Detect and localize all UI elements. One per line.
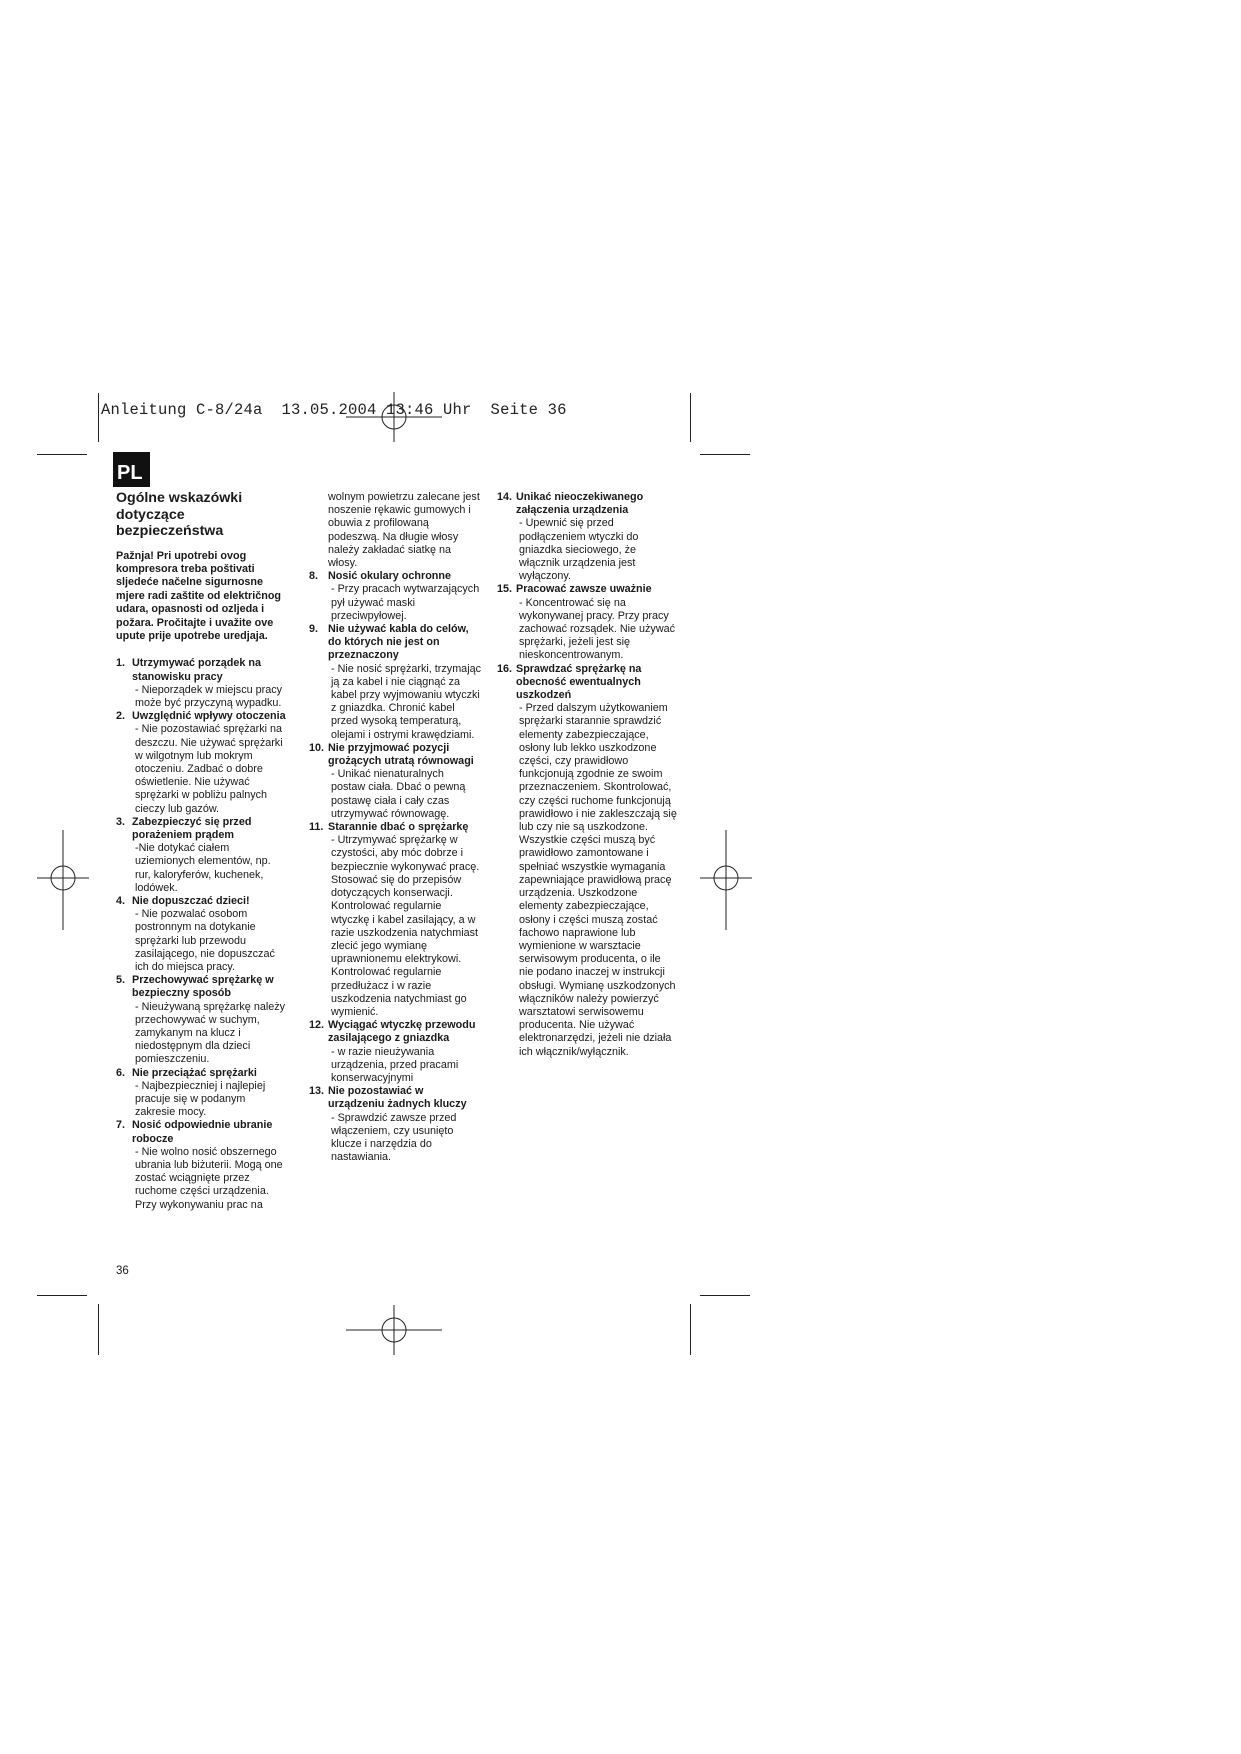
- list-item: [116, 657, 288, 710]
- item-title: Nie przyjmować pozycji grożących utratą równowagi: [328, 741, 474, 768]
- list-item: [116, 1119, 288, 1211]
- item-title: Nie używać kabla do celów, do których nie jest on przeznaczony: [328, 623, 469, 662]
- section-title: Ogólne wskazówki dotyczące bezpieczeństwa: [116, 490, 243, 539]
- item-title: Sprawdzać sprężarkę na obecność ewentualnych uszkodzeń: [516, 662, 642, 702]
- print-slug: Anleitung C-8/24a 13.05.2004 13:46 Uhr Seite 36: [101, 401, 567, 419]
- item-text: - Sprawdzić zawsze przed włączeniem, czy usunięto klucze i narzędzia do nastawiania.: [331, 1111, 457, 1164]
- list-item: [116, 710, 288, 816]
- item-number: 7.: [116, 1119, 126, 1132]
- item-title: Unikać nieoczekiwanego załączenia urządzenia: [516, 491, 644, 517]
- crop-mark-left-bottom: [98, 1304, 99, 1355]
- list-item: [116, 974, 288, 1066]
- item-number: 3.: [116, 815, 126, 828]
- item-title: Pracować zawsze uważnie: [516, 583, 652, 596]
- item-number: 6.: [116, 1066, 126, 1079]
- list-item: [309, 1085, 481, 1164]
- item-number: 11.: [309, 821, 324, 834]
- item-number: 16.: [497, 662, 513, 675]
- column-2: [309, 491, 481, 1164]
- item-text: - w razie nieużywania urządzenia, przed pracami konserwacyjnymi: [331, 1045, 459, 1084]
- crop-mark-left-top: [98, 393, 99, 442]
- column-1: [116, 490, 288, 1212]
- item-title: Nie dopuszczać dzieci!: [132, 895, 250, 907]
- item-title: Utrzymywać porządek na stanowisku pracy: [132, 657, 262, 683]
- crop-mark-top-right: [700, 454, 750, 455]
- list-item: [116, 816, 288, 895]
- item-number: 13.: [309, 1085, 325, 1098]
- list-item: [309, 1019, 481, 1085]
- item-text: - Nieporządek w miejscu pracy może być przyczyną wypadku.: [135, 683, 283, 709]
- list-item: [497, 663, 677, 1059]
- list-item: [116, 895, 288, 974]
- item-number: 14.: [497, 491, 513, 503]
- item-text: -Nie dotykać ciałem uziemionych elementów, np. rur, kaloryferów, kuchenek, lodówek.: [135, 842, 271, 894]
- item-text: - Upewnić się przed podłączeniem wtyczki do gniazdka sieciowego, że włącznik urządzenia jest wyłączony.: [519, 517, 639, 583]
- item-text: - Nie wolno nosić obszernego ubrania lub biżuterii. Mogą one zostać wciągnięte przez ruchome części urządzenia. Przy wykonywaniu prac na: [135, 1145, 283, 1211]
- item-number: 5.: [116, 974, 126, 987]
- item-title: Przechowywać sprężarkę w bezpieczny sposób: [132, 974, 274, 1000]
- item-number: 15.: [497, 583, 513, 596]
- page-number: 36: [116, 1265, 129, 1277]
- list-item: [497, 583, 677, 662]
- item-number: 1.: [116, 657, 126, 670]
- item-title: Nosić okulary ochronne: [328, 570, 451, 583]
- item-number: 4.: [116, 895, 126, 907]
- list-item: [116, 1067, 288, 1120]
- item-title: Nie przeciążać sprężarki: [132, 1066, 257, 1079]
- item-number: 2.: [116, 710, 126, 723]
- item-text: - Nie nosić sprężarki, trzymając ją za kabel i nie ciągnąć za kabel przy wyjmowaniu wtyczki z gniazdka. Chronić kabel przed wysoką temperaturą, olejami i ostrymi krawędziami.: [331, 662, 481, 741]
- item-text: - Koncentrować się na wykonywanej pracy. Przy pracy zachować rozsądek. Nie używać sprężarki, jeżeli jest się nieskoncentrowanym.: [519, 596, 676, 662]
- item-title: Zabezpieczyć się przed porażeniem prądem: [132, 815, 252, 841]
- item-text: - Przy pracach wytwarzających pył używać maski przeciwpyłowej.: [331, 583, 480, 622]
- item-text: - Unikać nienaturalnych postaw ciała. Dbać o pewną postawę ciała i cały czas utrzymywać równowagę.: [331, 768, 466, 820]
- list-item: [309, 742, 481, 821]
- list-item: [309, 821, 481, 1019]
- registration-mark-left-icon: [37, 830, 89, 930]
- item-number: 10.: [309, 741, 325, 754]
- warning-text: Pažnja! Pri upotrebi ovog kompresora treba poštivati sljedeće načelne sigurnosne mjere radi zaštite od električnog udara, opasnosti od ozljeda i požara. Pročitajte i uvažite ove upute prije upotrebe uredjaja.: [116, 549, 282, 642]
- item-text: - Przed dalszym użytkowaniem sprężarki starannie sprawdzić elementy zabezpieczające, osłony lub lekko uszkodzone części, czy prawidłowo funkcjonują zgodnie ze swoim przeznaczeniem. Skontrolować, czy części ruchome funkcjonują prawidłowo i nie zakleszczają się lub czy nie są uszkodzone. Wszystkie części muszą być prawidłowo zamontowane i spełniać wszystkie wymagania zapewniające prawidłową pracę urządzenia. Uszkodzone elementy zabezpieczające, osłony i części muszą zostać fachowo naprawione lub wymienione w warsztacie serwisowym producenta, o ile nie podano inaczej w instrukcji obsługi. Wymianę uszkodzonych włączników należy powierzyć warsztatowi serwisowemu producenta. Nie używać elektronarzędzi, jeżeli nie działa ich włącznik/wyłącznik.: [519, 702, 677, 1058]
- item-text: - Najbezpieczniej i najlepiej pracuje się w podanym zakresie mocy.: [135, 1079, 266, 1119]
- item-title: Nie pozostawiać w urządzeniu żadnych kluczy: [328, 1085, 467, 1111]
- item-text: - Nie pozostawiać sprężarki na deszczu. Nie używać sprężarki w wilgotnym lub mokrym otoczeniu. Zadbać o dobre oświetlenie. Nie używać sprężarki w pobliżu palnych cieczy lub gazów.: [135, 723, 283, 815]
- list-item: [497, 491, 677, 583]
- registration-mark-right-icon: [700, 830, 752, 930]
- column-3: [497, 491, 677, 1059]
- list-item: [309, 570, 481, 623]
- item-title: Nosić odpowiednie ubranie robocze: [132, 1119, 273, 1145]
- crop-mark-bottom-right: [700, 1295, 750, 1296]
- language-badge-label: PL: [117, 462, 143, 484]
- item-text-continued: wolnym powietrzu zalecane jest noszenie rękawic gumowych i obuwia z profilowaną podeszwą. Na długie włosy należy zakładać siatkę na włosy.: [328, 491, 480, 570]
- crop-mark-bottom-left: [37, 1295, 87, 1296]
- item-text: - Nieużywaną sprężarkę należy przechowywać w suchym, zamykanym na klucz i niedostępnym dla dzieci pomieszczeniu.: [135, 1000, 286, 1066]
- item-text: - Nie pozwalać osobom postronnym na dotykanie sprężarki lub przewodu zasilającego, nie dopuszczać ich do miejsca pracy.: [135, 908, 275, 974]
- registration-mark-bottom-icon: [346, 1305, 442, 1355]
- item-number: 9.: [309, 623, 319, 636]
- item-text: - Utrzymywać sprężarkę w czystości, aby móc dobrze i bezpiecznie wykonywać pracę. Stosować się do przepisów dotyczących konserwacji. Kontrolować regularnie wtyczkę i kabel zasilający, a w razie uszkodzenia natychmiast zlecić jego wymianę uprawnionemu elektrykowi. Kontrolować regularnie przedłużacz i w razie uszkodzenia natychmiast go wymienić.: [331, 834, 480, 1018]
- crop-mark-right-bottom: [690, 1304, 691, 1355]
- item-number: 8.: [309, 570, 319, 583]
- crop-mark-top-left: [37, 454, 87, 455]
- item-title: Uwzględnić wpływy otoczenia: [132, 710, 286, 723]
- list-item: [309, 623, 481, 742]
- item-title: Wyciągać wtyczkę przewodu zasilającego z gniazdka: [328, 1019, 476, 1045]
- item-title: Starannie dbać o sprężarkę: [328, 821, 469, 834]
- crop-mark-right-top: [690, 393, 691, 442]
- language-badge: [113, 452, 150, 487]
- item-number: 12.: [309, 1019, 325, 1032]
